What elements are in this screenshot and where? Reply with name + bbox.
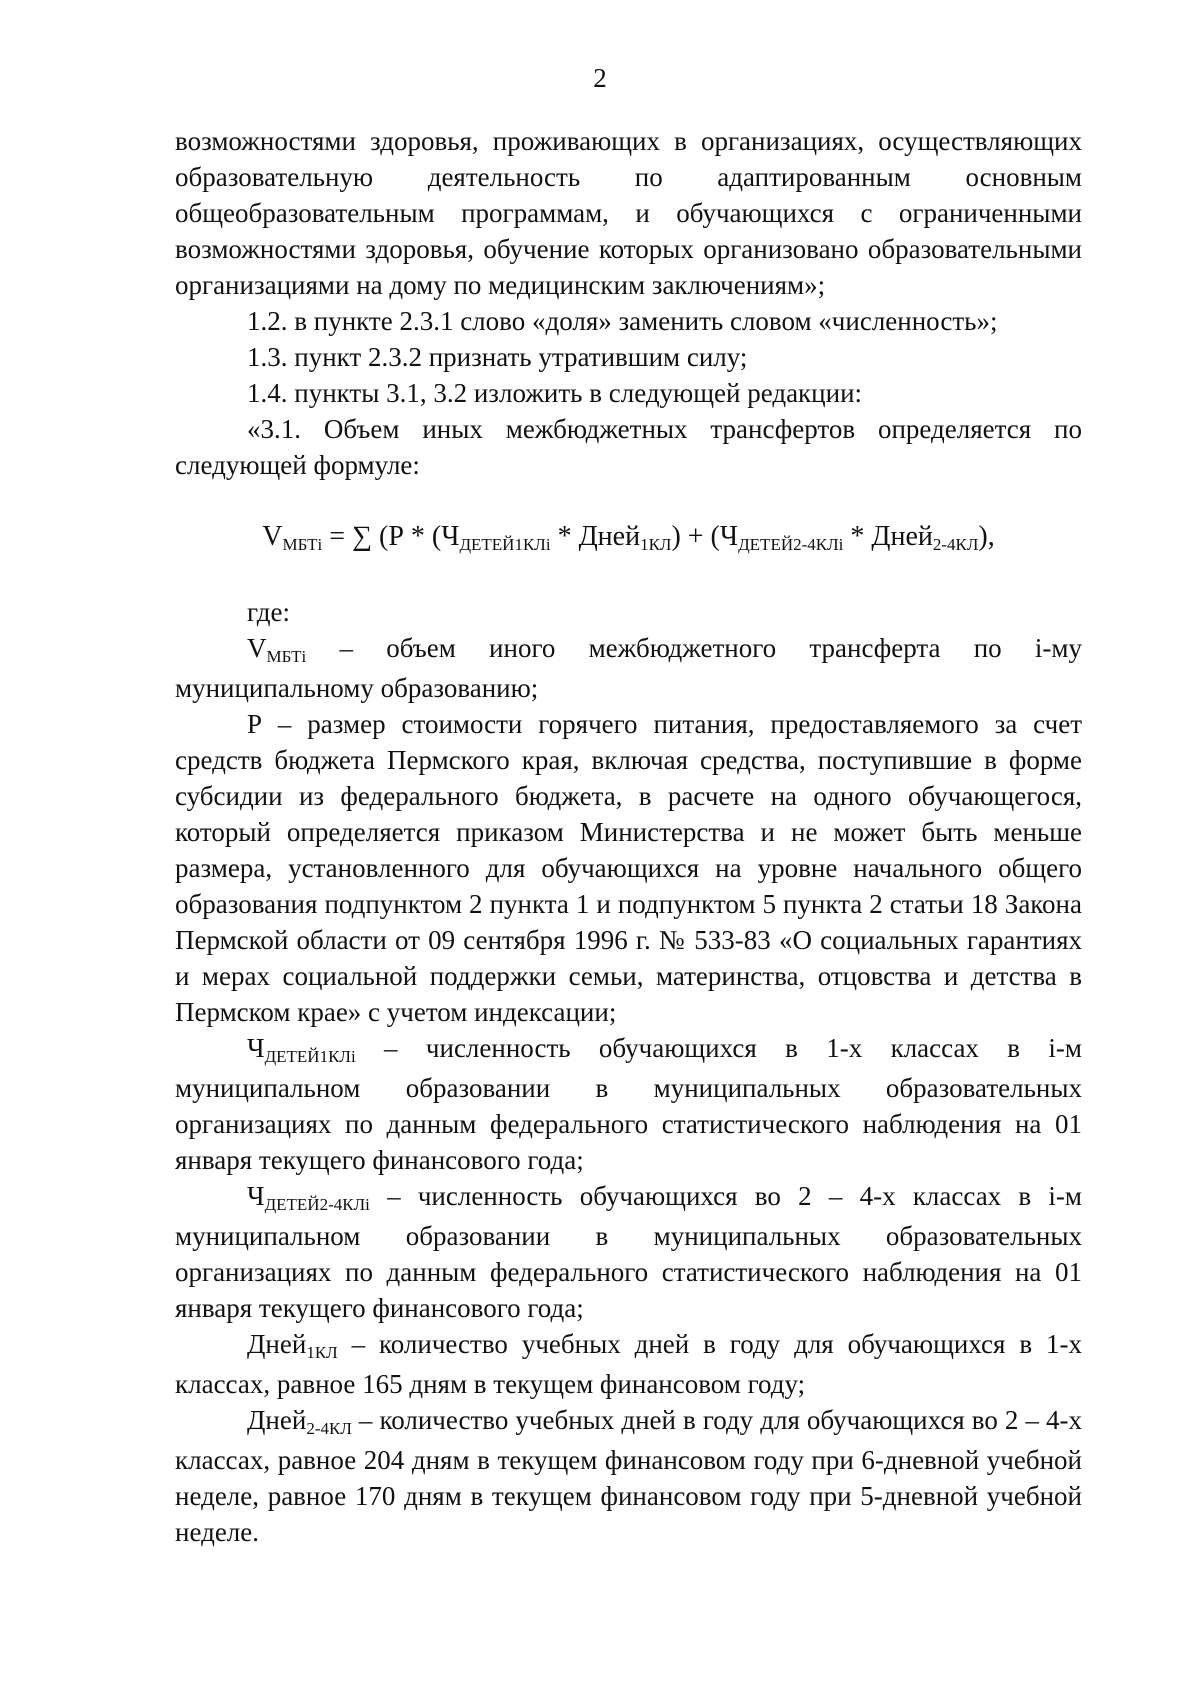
formula-mult2: * Дней xyxy=(843,521,933,552)
definition-text: – количество учебных дней в году для обучающихся в 1-х классах, равное 165 дням в текущем финансовом году; xyxy=(175,1329,1082,1399)
formula xyxy=(175,519,1082,558)
definition-v-mbt xyxy=(175,630,1082,706)
formula-v: V xyxy=(262,521,283,552)
definition-days-1kl xyxy=(175,1326,1082,1402)
definition-text: – численность обучающихся во 2 – 4-х классах в i-м муниципальном образовании в муниципальных образовательных организациях по данным федерального статистического наблюдения на 01 января текущего финансового года; xyxy=(175,1181,1082,1323)
formula-ch1-sub: ДЕТЕЙ1КЛi xyxy=(459,535,551,554)
definition-ch-2-4kl xyxy=(175,1178,1082,1326)
formula-v-sub: МБТi xyxy=(282,535,323,554)
definition-p: Р – размер стоимости горячего питания, предоставляемого за счет средств бюджета Пермского края, включая средства, поступившие в форме субсидии из федерального бюджета, в расчете на одного обучающегося, который определяется приказом Министерства и не может быть меньше размера, установленного для обучающихся на уровне начального общего образования подпунктом 2 пункта 1 и подпунктом 5 пункта 2 статьи 18 Закона Пермской области от 09 сентября 1996 г. № 533-83 «О социальных гарантиях и мерах социальной поддержки семьи, материнства, отцовства и детства в Пермском крае» с учетом индексации; xyxy=(175,709,1082,1027)
definition-symbol: Ч xyxy=(247,1181,265,1211)
definition-text: – объем иного межбюджетного трансферта по i-му муниципальному образованию; xyxy=(175,633,1082,703)
where-label: где: xyxy=(247,597,290,627)
item-1-4: 1.4. пункты 3.1, 3.2 изложить в следующей редакции: xyxy=(247,378,863,408)
definition-symbol-sub: МБТi xyxy=(266,647,307,666)
item-1-2: 1.2. в пункте 2.3.1 слово «доля» заменить словом «численность»; xyxy=(247,306,998,336)
formula-days2-sub: 2-4КЛ xyxy=(932,535,979,554)
definition-symbol: Ч xyxy=(247,1033,265,1063)
definition-ch-1kl xyxy=(175,1030,1082,1178)
definition-symbol: Дней xyxy=(247,1329,307,1359)
formula-plus-open: ) + (Ч xyxy=(671,521,739,552)
formula-days1-sub: 1КЛ xyxy=(640,535,672,554)
definition-symbol-sub: ДЕТЕЙ1КЛi xyxy=(264,1047,356,1066)
item-3-1: «3.1. Объем иных межбюджетных трансфертов определяется по следующей формуле: xyxy=(175,414,1082,480)
page-number: 2 xyxy=(593,63,607,93)
document-body xyxy=(175,123,1082,1550)
item-1-3: 1.3. пункт 2.3.2 признать утратившим силу; xyxy=(247,342,748,372)
formula-ch2-sub: ДЕТЕЙ2-4КЛi xyxy=(738,535,844,554)
definition-text: – численность обучающихся в 1-х классах в i-м муниципальном образовании в муниципальных образовательных организациях по данным федерального статистического наблюдения на 01 января текущего финансового года; xyxy=(175,1033,1082,1175)
formula-mult1: * Дней xyxy=(550,521,641,552)
definition-days-2-4kl xyxy=(175,1402,1082,1550)
definition-symbol: Дней xyxy=(247,1405,307,1435)
definition-symbol-sub: 1КЛ xyxy=(306,1343,338,1362)
formula-close: ), xyxy=(978,521,995,552)
definition-text: – количество учебных дней в году для обучающихся во 2 – 4-х классах, равное 204 дням в текущем финансовом году при 6-дневной учебной неделе, равное 170 дням в текущем финансовом году при 5-дневной учебной неделе. xyxy=(175,1405,1082,1547)
formula-eq-open: = ∑ (Р * (Ч xyxy=(322,521,460,552)
definition-symbol: V xyxy=(247,633,267,663)
definition-symbol-sub: 2-4КЛ xyxy=(306,1419,352,1438)
definition-symbol-sub: ДЕТЕЙ2-4КЛi xyxy=(264,1195,370,1214)
continuation-paragraph: возможностями здоровья, проживающих в организациях, осуществляющих образовательную деятельность по адаптированным основным общеобразовательным программам, и обучающихся с ограниченными возможностями здоровья, обучение которых организовано образовательными организациями на дому по медицинским заключениям»; xyxy=(175,126,1082,300)
